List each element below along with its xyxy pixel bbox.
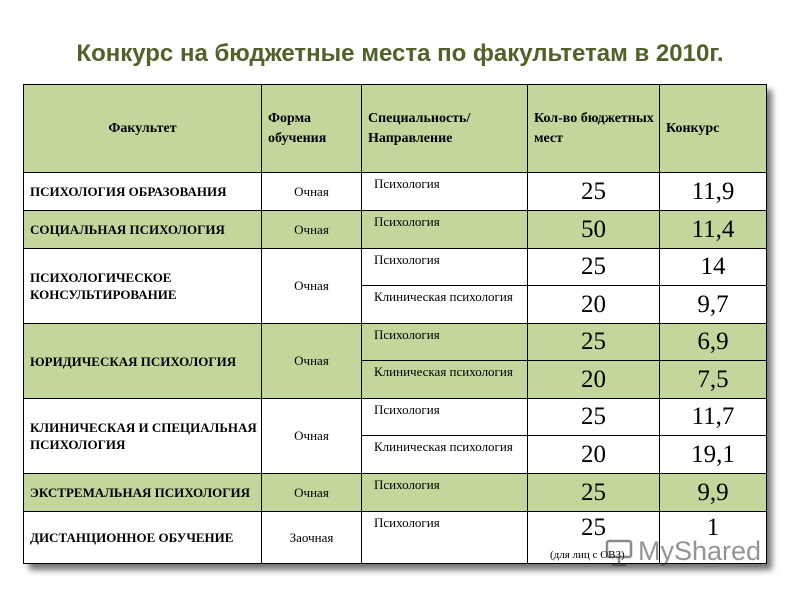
competition-cell: 14	[660, 249, 767, 286]
table-row	[24, 249, 767, 286]
specialty-cell: Психология	[362, 474, 528, 512]
competition-cell	[660, 512, 767, 564]
form-cell: Очная	[262, 324, 362, 399]
faculty-cell: КЛИНИЧЕСКАЯ И СПЕЦИАЛЬНАЯ ПСИХОЛОГИЯ	[24, 399, 262, 474]
form-cell: Очная	[262, 173, 362, 211]
competition-value: 1	[706, 514, 720, 541]
table-row	[24, 399, 767, 436]
places-cell: 20	[528, 361, 660, 399]
specialty-cell: Психология	[362, 249, 528, 286]
places-cell: 25	[528, 474, 660, 512]
header-faculty: Факультет	[24, 85, 262, 173]
form-cell: Очная	[262, 249, 362, 324]
faculty-cell: СОЦИАЛЬНАЯ ПСИХОЛОГИЯ	[24, 211, 262, 249]
places-cell: 25	[528, 399, 660, 436]
faculty-cell: ПСИХОЛОГИЧЕСКОЕ КОНСУЛЬТИРОВАНИЕ	[24, 249, 262, 324]
table-row	[24, 324, 767, 361]
faculty-cell: ПСИХОЛОГИЯ ОБРАЗОВАНИЯ	[24, 173, 262, 211]
competition-cell: 11,7	[660, 399, 767, 436]
table-header-row	[24, 85, 767, 173]
competition-cell: 11,4	[660, 211, 767, 249]
places-cell	[528, 512, 660, 564]
specialty-cell: Клиническая психология	[362, 361, 528, 399]
table-row	[24, 512, 767, 564]
header-places: Кол-во бюджетных мест	[528, 85, 660, 173]
places-cell: 25	[528, 173, 660, 211]
page-title: Конкурс на бюджетные места по факультетам в 2010г.	[76, 40, 724, 67]
watermark-text: MyShared	[638, 536, 762, 566]
competition-table	[23, 84, 767, 564]
competition-table-container	[23, 84, 766, 564]
header-competition: Конкурс	[660, 85, 767, 173]
competition-cell: 19,1	[660, 436, 767, 474]
places-cell: 50	[528, 211, 660, 249]
form-cell: Очная	[262, 211, 362, 249]
places-cell: 20	[528, 286, 660, 324]
specialty-cell: Психология	[362, 512, 528, 564]
places-note: (для лиц с ОВЗ)	[550, 549, 625, 561]
faculty-cell: ЮРИДИЧЕСКАЯ ПСИХОЛОГИЯ	[24, 324, 262, 399]
specialty-cell: Психология	[362, 211, 528, 249]
specialty-cell: Психология	[362, 324, 528, 361]
table-row	[24, 211, 767, 249]
specialty-cell: Клиническая психология	[362, 436, 528, 474]
places-cell: 25	[528, 249, 660, 286]
competition-cell: 11,9	[660, 173, 767, 211]
competition-cell: 9,9	[660, 474, 767, 512]
form-cell: Очная	[262, 474, 362, 512]
table-row	[24, 474, 767, 512]
specialty-cell: Психология	[362, 399, 528, 436]
places-cell: 20	[528, 436, 660, 474]
specialty-cell: Психология	[362, 173, 528, 211]
places-value: 25	[581, 514, 606, 541]
table-row	[24, 173, 767, 211]
header-form: Форма обучения	[262, 85, 362, 173]
header-specialty: Специальность/ Направление	[362, 85, 528, 173]
competition-cell: 7,5	[660, 361, 767, 399]
places-cell: 25	[528, 324, 660, 361]
competition-cell: 6,9	[660, 324, 767, 361]
competition-cell: 9,7	[660, 286, 767, 324]
specialty-cell: Клиническая психология	[362, 286, 528, 324]
faculty-cell: ДИСТАНЦИОННОЕ ОБУЧЕНИЕ	[24, 512, 262, 564]
faculty-cell: ЭКСТРЕМАЛЬНАЯ ПСИХОЛОГИЯ	[24, 474, 262, 512]
form-cell: Очная	[262, 399, 362, 474]
form-cell: Заочная	[262, 512, 362, 564]
